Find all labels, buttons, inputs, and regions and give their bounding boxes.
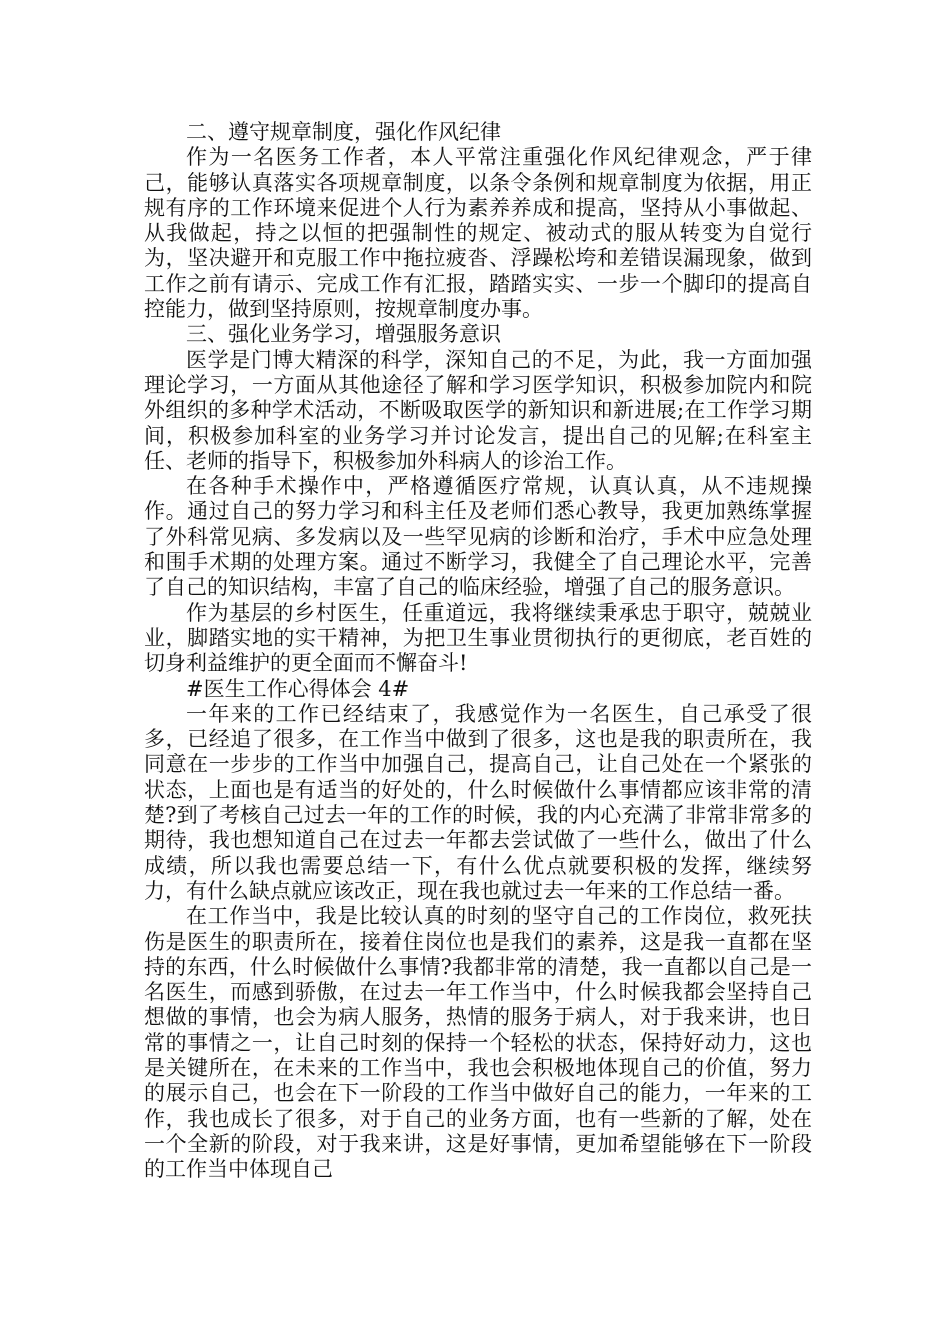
paragraph-discipline: 作为一名医务工作者，本人平常注重强化作风纪律观念，严于律己，能够认真落实各项规章制度，以条令条例和规章制度为依据，用正规有序的工作环境来促进个人行为素养养成和提高，坚持从小事做起、从我做起，持之以恒的把强制性的规定、被动式的服从转变为自觉行为，坚决避开和克服工作中拖拉疲沓、浮躁松垮和差错误漏现象，做到工作之前有请示、完成工作有汇报，踏踏实实、一步一个脚印的提高自控能力，做到坚持原则，按规章制度办事。 (144, 145, 812, 322)
section-heading-rules: 二、遵守规章制度，强化作风纪律 (186, 120, 501, 144)
section-heading-study: 三、强化业务学习，增强服务意识 (186, 322, 501, 347)
document-body (144, 120, 812, 1182)
paragraph-surgery-practice: 在各种手术操作中，严格遵循医疗常规，认真认真，从不违规操作。通过自己的努力学习和科主任及老师们悉心教导，我更加熟练掌握了外科常见病、多发病以及一些罕见病的诊断和治疗，手术中应急处理和围手术期的处理方案。通过不断学习，我健全了自己理论水平，完善了自己的知识结构，丰富了自己的临床经验，增强了自己的服务意识。 (144, 474, 812, 600)
paragraph-medical-study: 医学是门博大精深的科学，深知自己的不足，为此，我一方面加强理论学习，一方面从其他途径了解和学习医学知识，积极参加院内和院外组织的多种学术活动，不断吸取医学的新知识和新进展;在工作学习期间，积极参加科室的业务学习并讨论发言，提出自己的见解;在科室主任、老师的指导下，积极参加外科病人的诊治工作。 (144, 347, 812, 473)
paragraph-year-summary: 一年来的工作已经结束了，我感觉作为一名医生，自己承受了很多，已经追了很多，在工作当中做到了很多，这也是我的职责所在，我同意在一步步的工作当中加强自己，提高自己，让自己处在一个紧张的状态，上面也是有适当的好处的，什么时候做什么事情都应该非常的清楚?到了考核自己过去一年的工作的时候，我的内心充满了非常非常多的期待，我也想知道自己在过去一年都去尝试做了一些什么，做出了什么成绩，所以我也需要总结一下，有什么优点就要积极的发挥，继续努力，有什么缺点就应该改正，现在我也就过去一年来的工作总结一番。 (144, 701, 812, 903)
paragraph-rural-doctor: 作为基层的乡村医生，任重道远，我将继续秉承忠于职守，兢兢业业，脚踏实地的实干精神，为把卫生事业贯彻执行的更彻底，老百姓的切身利益维护的更全面而不懈奋斗! (144, 600, 812, 676)
essay-title-4: #医生工作心得体会 4# (186, 676, 410, 701)
paragraph-work-attitude: 在工作当中，我是比较认真的时刻的坚守自己的工作岗位，救死扶伤是医生的职责所在，接着住岗位也是我们的素养，这是我一直都在坚持的东西，什么时候做什么事情?我都非常的清楚，我一直都以自己是一名医生，而感到骄傲，在过去一年工作当中，什么时候我都会坚持自己想做的事情，也会为病人服务，热情的服务于病人，对于我来讲，也日常的事情之一，让自己时刻的保持一个轻松的状态，保持好动力，这也是关键所在，在未来的工作当中，我也会积极地体现自己的价值，努力的展示自己，也会在下一阶段的工作当中做好自己的能力，一年来的工作，我也成长了很多，对于自己的业务方面，也有一些新的了解，处在一个全新的阶段，对于我来讲，这是好事情，更加希望能够在下一阶段的工作当中体现自己 (144, 904, 812, 1182)
